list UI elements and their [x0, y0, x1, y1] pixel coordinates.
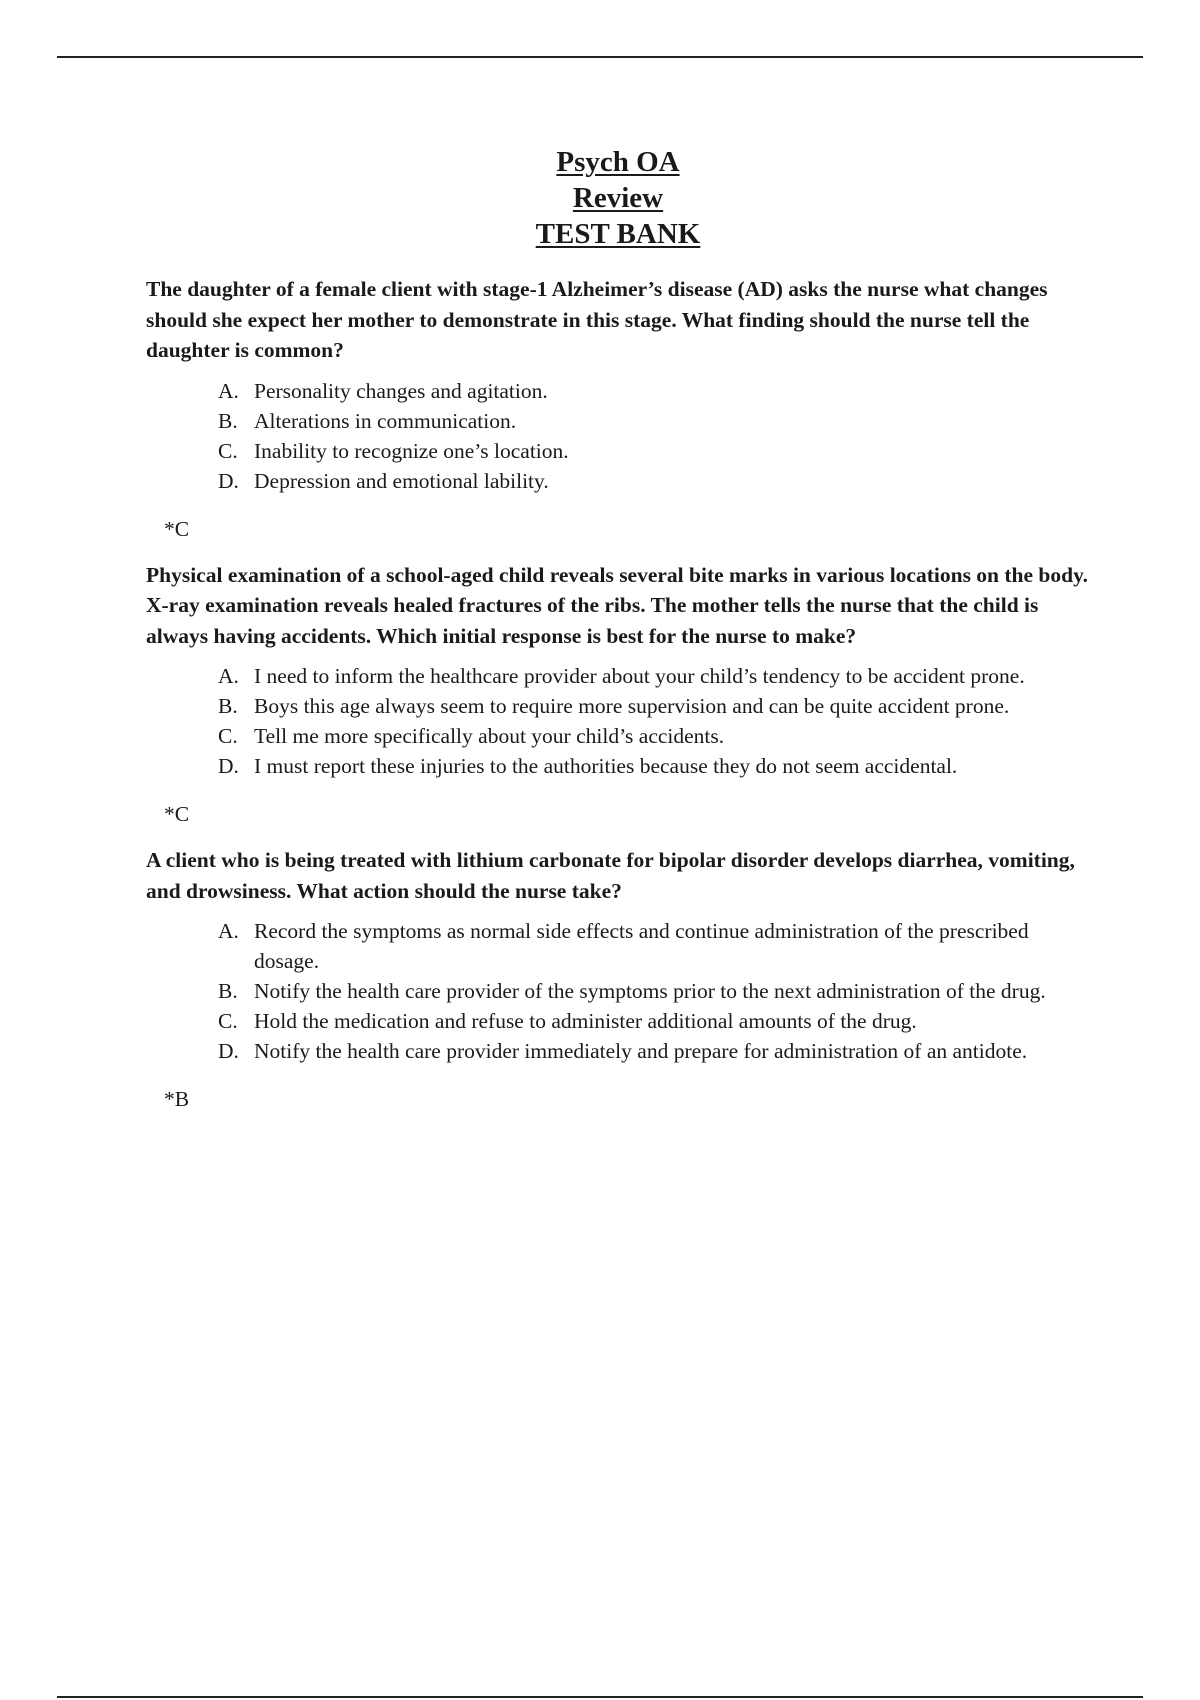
- top-rule: [57, 56, 1143, 58]
- option-c: [218, 436, 1096, 466]
- question-list: [146, 274, 1096, 1130]
- option-text: I must report these injuries to the authorities because they do not seem accidental.: [254, 754, 958, 778]
- option-a: [218, 916, 1096, 976]
- option-list: [146, 376, 1096, 496]
- option-letter: B.: [218, 694, 238, 718]
- option-a: [218, 376, 1096, 406]
- question-stem: Physical examination of a school-aged child reveals several bite marks in various locations on the body. X-ray examination reveals healed fractures of the ribs. The mother tells the nurse that the child is always having accidents. Which initial response is best for the nurse to make?: [146, 562, 1089, 648]
- bottom-rule: [57, 1696, 1143, 1698]
- question-stem: The daughter of a female client with stage-1 Alzheimer’s disease (AD) asks the nurse what changes should she expect her mother to demonstrate in this stage. What finding should the nurse tell the daughter is common?: [146, 277, 1048, 362]
- answer-key: *C: [164, 802, 190, 826]
- option-letter: A.: [218, 664, 239, 688]
- option-d: [218, 1036, 1096, 1066]
- question-stem: A client who is being treated with lithium carbonate for bipolar disorder develops diarrhea, vomiting, and drowsiness. What action should the nurse take?: [146, 848, 1075, 903]
- option-letter: C.: [218, 1009, 238, 1033]
- option-letter: A.: [218, 378, 239, 403]
- option-letter: D.: [218, 468, 239, 493]
- option-text: I need to inform the healthcare provider about your child’s tendency to be accident prone.: [254, 664, 1025, 688]
- option-c: [218, 721, 1096, 751]
- document-title: [0, 144, 1200, 252]
- option-c: [218, 1006, 1096, 1036]
- question-1: [146, 274, 1096, 544]
- option-d: [218, 466, 1096, 496]
- option-letter: B.: [218, 979, 238, 1003]
- option-text: Notify the health care provider immediately and prepare for administration of an antidote.: [254, 1039, 1028, 1063]
- option-text: Alterations in communication.: [254, 408, 517, 433]
- option-list: [146, 916, 1096, 1066]
- answer-key: *B: [164, 1087, 190, 1111]
- option-text: Tell me more specifically about your child’s accidents.: [254, 724, 725, 748]
- question-2: [146, 560, 1096, 830]
- option-text: Notify the health care provider of the symptoms prior to the next administration of the drug.: [254, 979, 1046, 1003]
- option-text: Boys this age always seem to require more supervision and can be quite accident prone.: [254, 694, 1010, 718]
- option-letter: D.: [218, 1039, 239, 1063]
- answer-key: *C: [164, 516, 190, 541]
- option-text: Record the symptoms as normal side effects and continue administration of the prescribed dosage.: [254, 919, 1029, 973]
- question-3: [146, 845, 1096, 1114]
- option-letter: C.: [218, 724, 238, 748]
- option-b: [218, 406, 1096, 436]
- option-d: [218, 751, 1096, 781]
- option-text: Hold the medication and refuse to administer additional amounts of the drug.: [254, 1009, 917, 1033]
- option-letter: A.: [218, 919, 239, 943]
- title-line-1: Psych OA: [556, 146, 680, 178]
- option-text: Personality changes and agitation.: [254, 378, 548, 403]
- option-list: [146, 661, 1096, 781]
- option-letter: C.: [218, 438, 238, 463]
- option-letter: D.: [218, 754, 239, 778]
- option-text: Inability to recognize one’s location.: [254, 438, 569, 463]
- option-b: [218, 976, 1096, 1006]
- option-b: [218, 691, 1096, 721]
- title-line-2: Review: [572, 182, 664, 214]
- title-line-3: TEST BANK: [535, 218, 701, 250]
- option-letter: B.: [218, 408, 238, 433]
- option-text: Depression and emotional lability.: [254, 468, 549, 493]
- option-a: [218, 661, 1096, 691]
